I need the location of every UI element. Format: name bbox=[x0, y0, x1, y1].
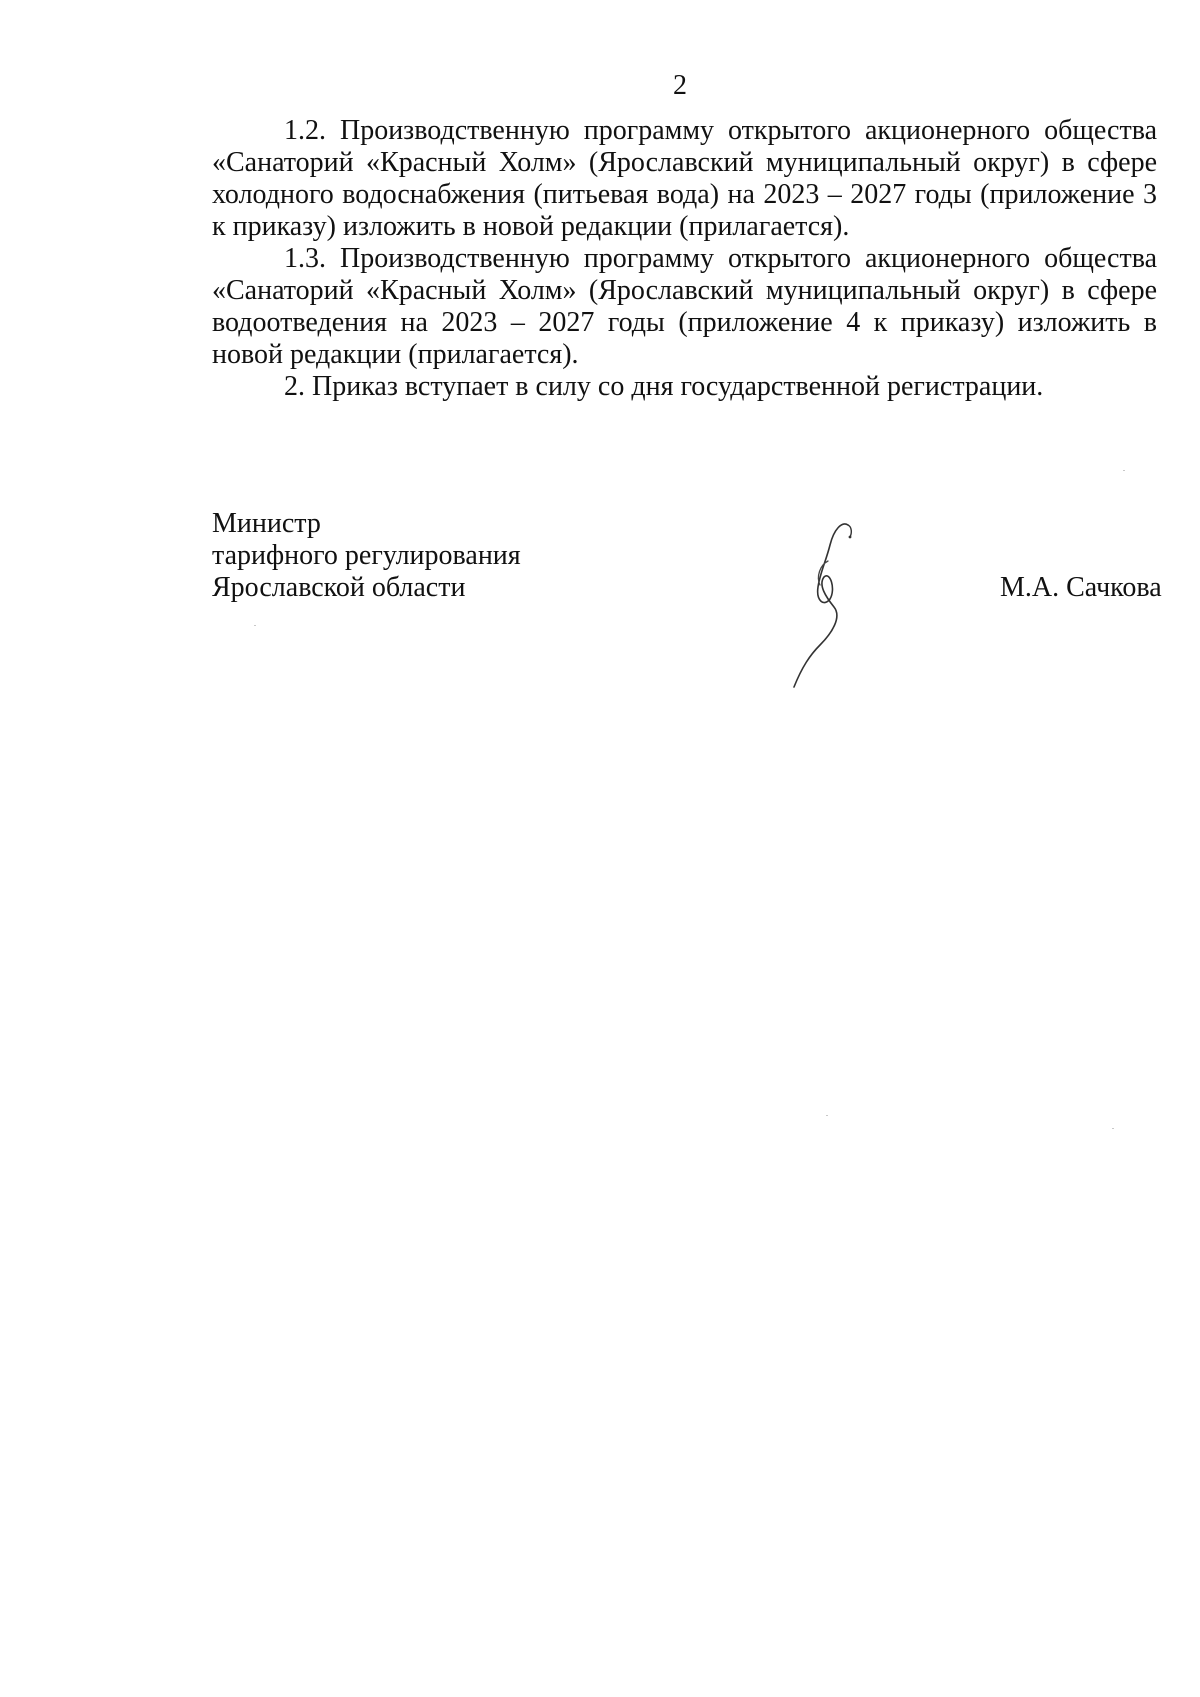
scan-speck bbox=[1112, 1128, 1114, 1129]
scan-speck bbox=[1123, 470, 1125, 471]
scan-speck bbox=[826, 1115, 828, 1116]
page-number: 2 bbox=[673, 70, 687, 101]
signatory-title-line: тарифного регулирования bbox=[212, 540, 521, 571]
paragraph-2: 2. Приказ вступает в силу со дня государственной регистрации. bbox=[284, 371, 1044, 402]
paragraph-1-2: 1.2. Производственную программу открытого акционерного общества «Санаторий «Красный Холм» (Ярославский муниципальный округ) в сфере холодного водоснабжения (питьевая вода) на 2023 – 2027 годы (приложение 3 к приказу) изложить в новой редакции (прилагается). bbox=[212, 115, 1157, 242]
signatory-title bbox=[212, 508, 521, 604]
paragraph-1-3: 1.3. Производственную программу открытого акционерного общества «Санаторий «Красный Холм» (Ярославский муниципальный округ) в сфере водоотведения на 2023 – 2027 годы (приложение 4 к приказу) изложить в новой редакции (прилагается). bbox=[212, 243, 1157, 370]
signatory-title-line: Ярославской области bbox=[212, 572, 466, 603]
document-body bbox=[212, 115, 1157, 403]
signatory-name: М.А. Сачкова bbox=[1000, 572, 1162, 603]
signatory-title-line: Министр bbox=[212, 508, 321, 539]
signature-icon bbox=[790, 515, 900, 695]
scan-speck bbox=[254, 625, 256, 626]
